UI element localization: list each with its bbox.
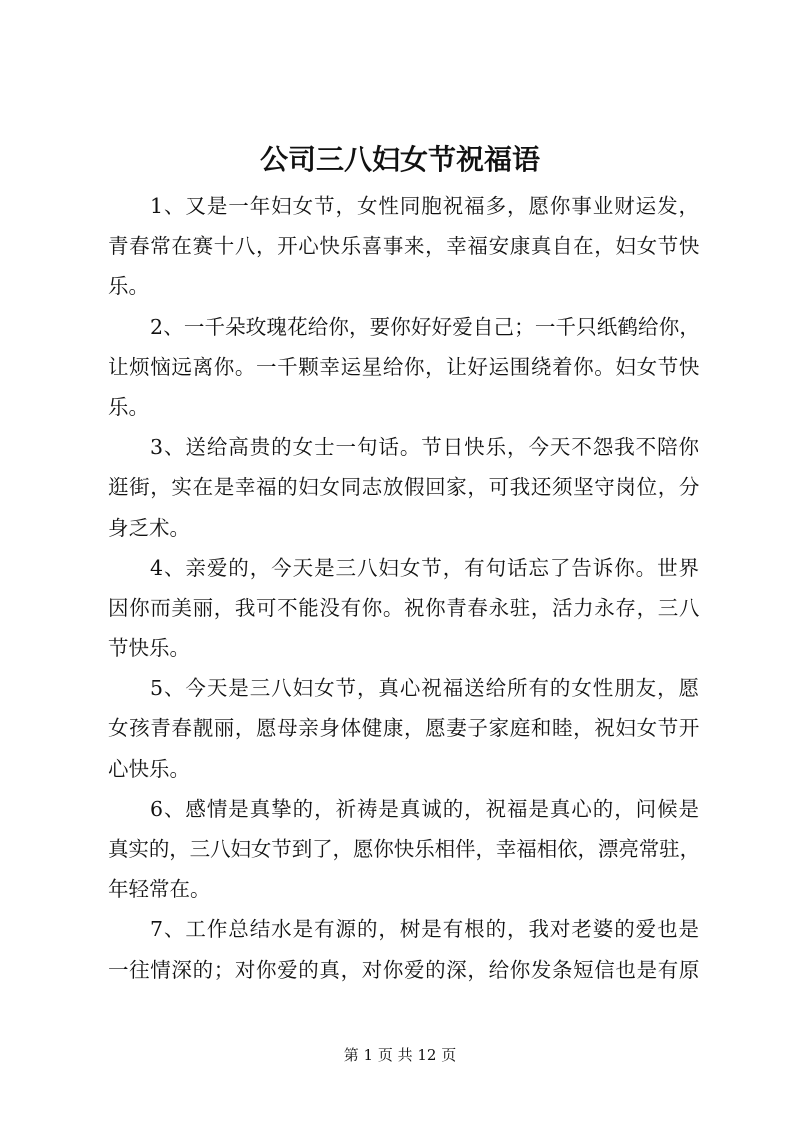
paragraph-3	[108, 427, 700, 548]
text-line: 一往情深的；对你爱的真，对你爱的深，给你发条短信也是有原	[108, 957, 700, 982]
text-line: 3、送给高贵的女士一句话。节日快乐，今天不怨我不陪你	[150, 435, 700, 460]
text-line: 乐。	[108, 394, 149, 419]
page-footer: 第 1 页 共 12 页	[343, 1046, 457, 1064]
text-line: 让烦恼远离你。一千颗幸运星给你，让好运围绕着你。妇女节快	[108, 354, 700, 379]
text-line: 真实的，三八妇女节到了，愿你快乐相伴，幸福相依，漂亮常驻，	[108, 837, 700, 861]
paragraph-6	[108, 789, 700, 910]
text-line: 女孩青春靓丽，愿母亲身体健康，愿妻子家庭和睦，祝妇女节开	[108, 716, 700, 741]
text-line: 1、又是一年妇女节，女性同胞祝福多，愿你事业财运发，	[150, 194, 700, 218]
page-title: 公司三八妇女节祝福语	[259, 143, 540, 176]
text-line: 7、工作总结水是有源的，树是有根的，我对老婆的爱也是	[150, 917, 700, 942]
text-line: 5、今天是三八妇女节，真心祝福送给所有的女性朋友，愿	[150, 676, 700, 701]
text-line: 2、一千朵玫瑰花给你，要你好好爱自己；一千只纸鹤给你，	[150, 314, 700, 339]
paragraph-2	[108, 307, 700, 428]
text-line: 身乏术。	[108, 515, 190, 540]
text-line: 心快乐。	[108, 756, 190, 781]
paragraph-1	[108, 186, 700, 307]
text-line: 青春常在赛十八，开心快乐喜事来，幸福安康真自在，妇女节快	[108, 234, 700, 259]
paragraph-4	[108, 548, 700, 669]
text-line: 逛街，实在是幸福的妇女同志放假回家，可我还须坚守岗位，分	[108, 475, 700, 500]
text-line: 节快乐。	[108, 636, 190, 661]
text-line: 因你而美丽，我可不能没有你。祝你青春永驻，活力永存，三八	[108, 595, 700, 620]
text-line: 乐。	[108, 274, 149, 299]
text-line: 年轻常在。	[108, 877, 211, 902]
text-line: 4、亲爱的，今天是三八妇女节，有句话忘了告诉你。世界	[150, 555, 700, 580]
paragraph-5	[108, 668, 700, 789]
document-body	[108, 186, 700, 990]
paragraph-7	[108, 909, 700, 989]
text-line: 6、感情是真挚的，祈祷是真诚的，祝福是真心的，问候是	[150, 796, 700, 821]
